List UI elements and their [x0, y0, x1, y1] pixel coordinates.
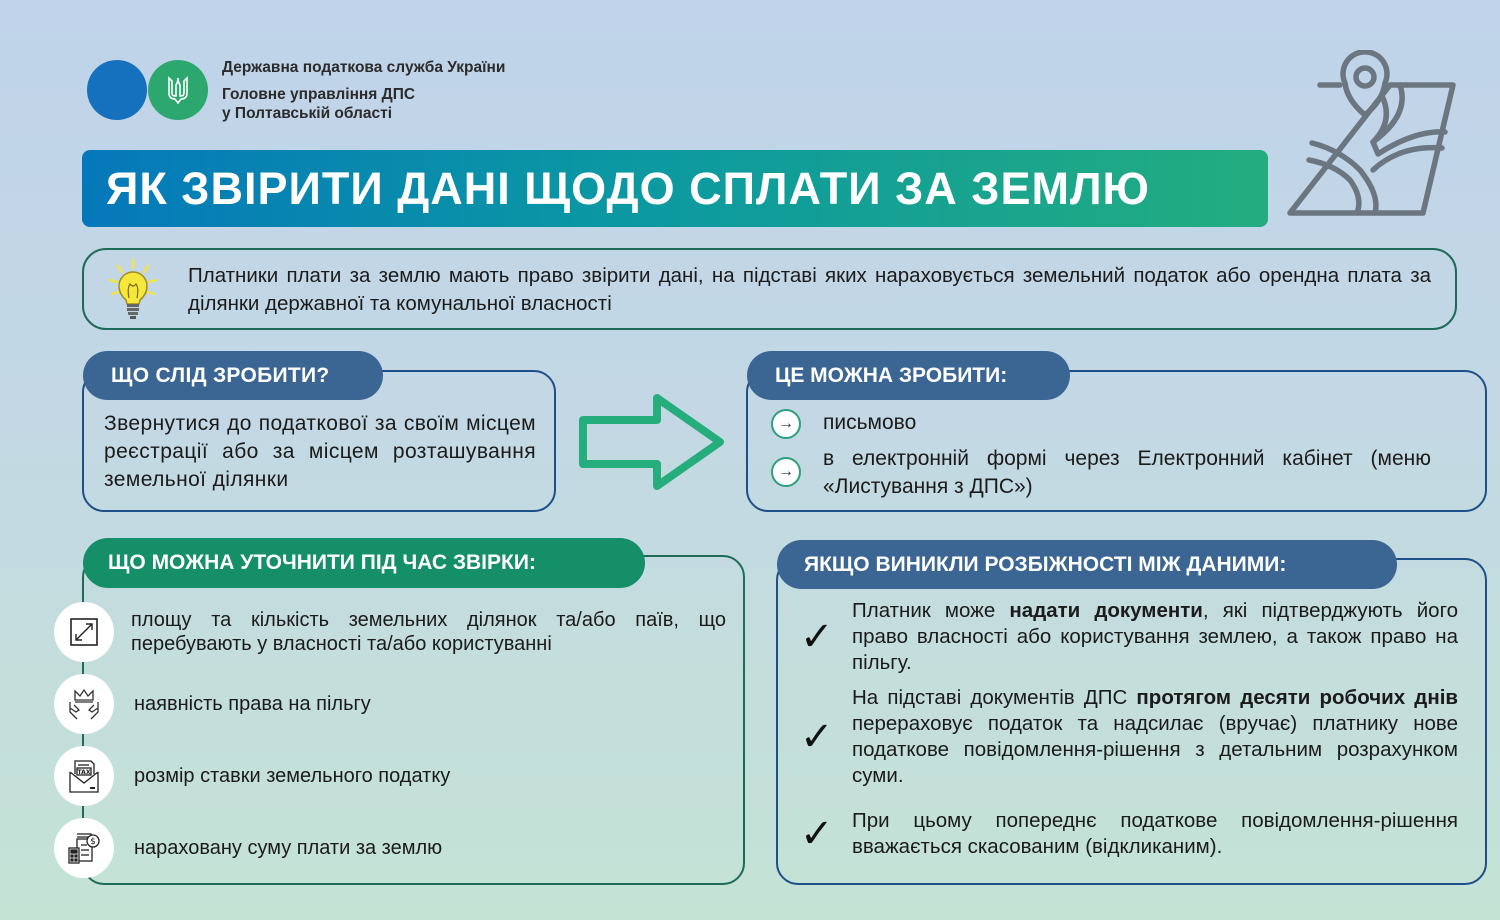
org-line-3: у Полтавській області [222, 105, 393, 122]
clarify-item-text: нараховану суму плати за землю [134, 837, 443, 859]
option-item [771, 445, 1431, 501]
svg-text:TAX: TAX [77, 769, 91, 776]
clarify-heading: ЩО МОЖНА УТОЧНИТИ ПІД ЧАС ЗВІРКИ: [83, 538, 645, 588]
clarify-item [54, 818, 442, 878]
what-to-do-heading: ЩО СЛІД ЗРОБИТИ? [83, 351, 383, 400]
discrepancy-item [800, 598, 1458, 676]
how-heading: ЦЕ МОЖНА ЗРОБИТИ: [747, 351, 1070, 400]
what-to-do-text: Звернутися до податкової за своїм місцем реєстрації або за місцем розташування земельної ділянки [104, 412, 536, 491]
arrow-right-circle-icon: → [771, 457, 801, 487]
logo-blue-circle [87, 60, 147, 120]
logo-trident-circle [148, 60, 208, 120]
option-text: в електронній формі через Електронний кабінет (меню «Листування з ДПС») [823, 447, 1431, 498]
text-part: Платник може [852, 599, 1010, 622]
discrepancy-item-text [852, 808, 1458, 860]
clarify-item-text: площу та кількість земельних ділянок та/або паїв, що перебувають у власності та/або користуванні [131, 609, 726, 655]
discrepancy-item-text [852, 685, 1458, 789]
checkmark-icon: ✓ [800, 614, 834, 660]
trident-icon [167, 75, 189, 105]
arrow-right-circle-icon: → [771, 409, 801, 439]
discrepancy-item [800, 808, 1458, 860]
option-text: письмово [823, 411, 917, 434]
clarify-item [54, 746, 450, 806]
org-line-1: Державна податкова служба України [222, 59, 506, 76]
map-location-icon [1285, 50, 1465, 220]
area-resize-icon [54, 602, 114, 662]
svg-text:$: $ [90, 837, 96, 847]
clarify-item-text: наявність права на пільгу [134, 693, 371, 715]
organization-name [222, 58, 505, 123]
option-item [771, 409, 1431, 439]
checkmark-icon: ✓ [800, 811, 834, 857]
intro-text: Платники плати за землю мають право звірити дані, на підставі яких нараховується земельний податок або орендна плата за ділянки державної та комунальної власності [188, 264, 1431, 315]
discrepancy-item [800, 685, 1458, 789]
calculator-invoice-icon [54, 818, 114, 878]
page-title: ЯК ЗВІРИТИ ДАНІ ЩОДО СПЛАТИ ЗА ЗЕМЛЮ [106, 162, 1150, 214]
clarify-item [54, 674, 371, 734]
clarify-item [54, 602, 726, 662]
text-part: На підставі документів ДПС [852, 686, 1137, 709]
crown-hands-icon [54, 674, 114, 734]
right-arrow-icon [575, 392, 730, 492]
org-line-2: Головне управління ДПС [222, 86, 416, 103]
tax-envelope-icon [54, 746, 114, 806]
text-part: , які підтверджують його право власності або користування землею, а також право на пільгу. [852, 599, 1458, 674]
checkmark-icon: ✓ [800, 714, 834, 760]
clarify-item-text: розмір ставки земельного податку [134, 765, 451, 787]
text-part: перераховує податок та надсилає (вручає) платнику нове податкове повідомлення-рішення з детальним розрахунком суми. [852, 712, 1458, 787]
title-banner [82, 150, 1268, 227]
text-part: При цьому попереднє податкове повідомлення-рішення вважається скасованим (відкликаним). [852, 809, 1458, 858]
emphasis-text: протягом десяти робочих днів [1136, 686, 1459, 709]
discrepancy-heading: ЯКЩО ВИНИКЛИ РОЗБІЖНОСТІ МІЖ ДАНИМИ: [777, 540, 1397, 589]
emphasis-text: надати документи [1009, 599, 1203, 622]
lightbulb-icon [108, 258, 158, 320]
discrepancy-item-text [852, 598, 1458, 676]
